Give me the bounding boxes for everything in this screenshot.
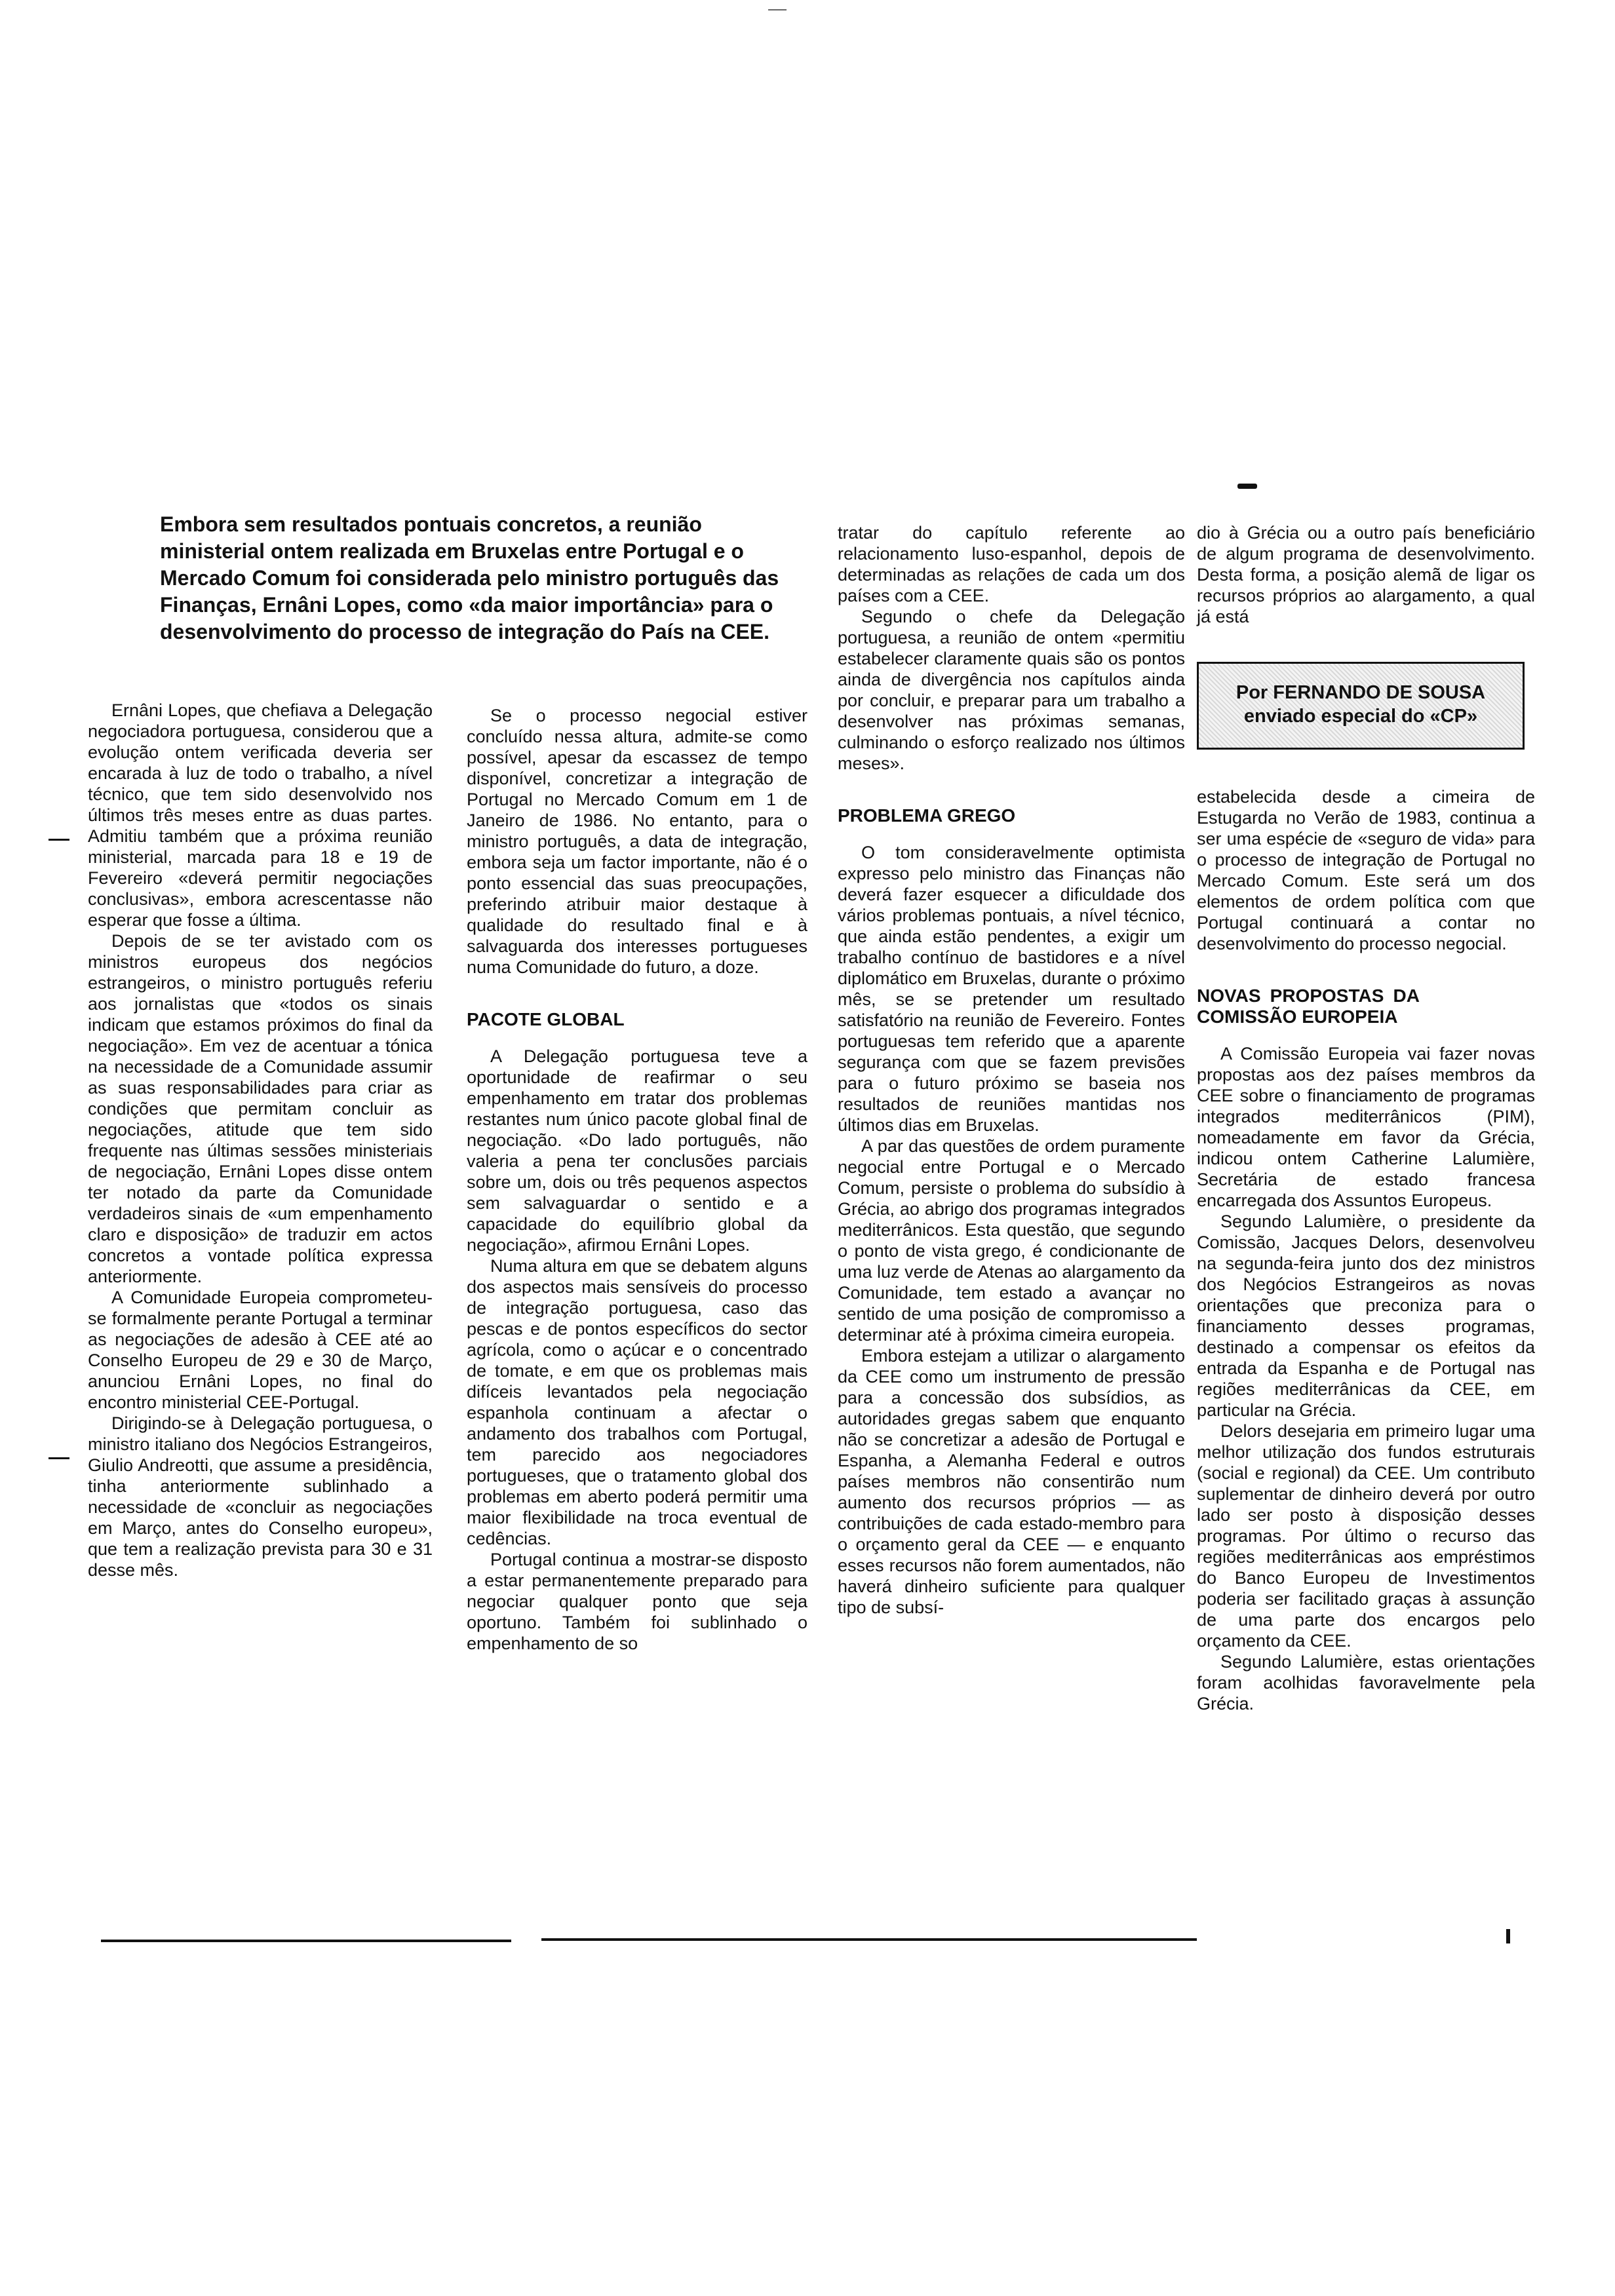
page-end-mark <box>1506 1929 1510 1943</box>
byline-author: Por FERNANDO DE SOUSA <box>1236 682 1486 703</box>
paragraph: tratar do capítulo referente ao relacionamento luso-espanhol, depois de determinadas as relações de cada um dos países com a CEE. <box>838 523 1185 605</box>
paragraph: A par das questões de ordem puramente negocial entre Portugal e o Mercado Comum, persiste o problema do subsídio à Grécia, ao abrigo dos programas integrados mediterrânicos. Esta questão, que segundo o ponto de vista grego, é condicionante de uma luz verde de Atenas ao alargamento da Comunidade, tem estado a avançar no sentido de uma posição de compromisso a determinar até à próxima cimeira europeia. <box>838 1136 1185 1345</box>
paragraph: Se o processo negocial estiver concluído nessa altura, admite-se como possível, apesar da escassez de tempo disponível, concretizar a integração de Portugal no Mercado Comum em 1 de Janeiro de 1986. No entanto, para o ministro português, a data de integração, embora seja um factor importante, não é o ponto essencial das suas preocupações, preferindo atribuir maior destaque à qualidade do resultado final e à salvaguarda dos interesses portugueses numa Comunidade do futuro, a doze. <box>467 706 808 977</box>
paragraph: Ernâni Lopes, que chefiava a Delegação negociadora portuguesa, considerou que a evolução ontem verificada deveria ser encarada à luz de todo o trabalho, a nível técnico, que tem sido desenvolvido nos últimos três meses entre as duas partes. Admitiu também que a próxima reunião ministerial, marcada para 18 e 19 de Fevereiro «deverá permitir negociações conclusivas», embora acrescentasse não esperar que fosse a última. <box>88 700 433 930</box>
article-lead: Embora sem resultados pontuais concretos, a reunião ministerial ontem realizada em Bruxelas entre Portugal e o Mercado Comum foi considerada pelo ministro português das Finanças, Ernâni Lopes, como «da maior importância» para o desenvolvimento do processo de integração do País na CEE. <box>160 512 779 643</box>
printer-mark <box>1237 484 1257 489</box>
paragraph: Numa altura em que se debatem alguns dos aspectos mais sensíveis do processo de integração portuguesa, caso das pescas e de pontos específicos do sector agrícola, como o açúcar e o concentrado de tomate, e em que os problemas mais difíceis levantados pela negociação espanhola continuam a afectar o andamento dos trabalhos com Portugal, tem parecido aos negociadores portugueses, que o tratamento global dos problemas em aberto poderá permitir uma maior flexibilidade na troca eventual de cedências. <box>467 1256 808 1548</box>
column-3 <box>838 522 1185 1618</box>
subheading-pacote-global: PACOTE GLOBAL <box>467 1009 625 1029</box>
bottom-rule-left <box>101 1940 511 1942</box>
paragraph: O tom consideravelmente optimista expresso pelo ministro das Finanças não deverá fazer esquecer a dificuldade dos vários problemas pontuais, a nível técnico, que ainda estão pendentes, a exigir um trabalho contínuo de bastidores e a nível diplomático em Bruxelas, durante o próximo mês, se se pretender um resultado satisfatório na reunião de Fevereiro. Fontes portuguesas tem referido que a aparente segurança com que se fazem previsões para o futuro próximo se baseia nos resultados de reuniões mantidas nos últimos dias em Bruxelas. <box>838 843 1185 1135</box>
scan-mark-top <box>768 9 787 10</box>
subheading-problema-grego: PROBLEMA GREGO <box>838 805 1016 826</box>
paragraph: A Comunidade Europeia comprometeu-se formalmente perante Portugal a terminar as negociações de adesão à CEE até ao Conselho Europeu de 29 e 30 de Março, anunciou Ernâni Lopes, no final do encontro ministerial CEE-Portugal. <box>88 1288 433 1412</box>
paragraph: Dirigindo-se à Delegação portuguesa, o ministro italiano dos Negócios Estrangeiros, Giulio Andreotti, que assume a presidência, tinha anteriormente sublinhado a necessidade de «concluir as negociações em Março, antes do Conselho europeu», que tem a realização prevista para 30 e 31 desse mês. <box>88 1413 433 1580</box>
bottom-rule-right <box>541 1938 1197 1941</box>
subheading-novas-propostas: NOVAS PROPOSTAS DA COMISSÃO EUROPEIA <box>1197 985 1420 1027</box>
paragraph: dio à Grécia ou a outro país beneficiário de algum programa de desenvolvimento. Desta forma, a posição alemã de ligar os recursos próprios ao alargamento, a qual já está <box>1197 523 1535 626</box>
paragraph: estabelecida desde a cimeira de Estugarda no Verão de 1983, continua a ser uma espécie de «seguro de vida» para o processo de integração de Portugal no Mercado Comum. Este será um dos elementos de ordem política com que Portugal continuará a contar no desenvolvimento do processo negocial. <box>1197 787 1535 953</box>
column-1 <box>88 700 433 1580</box>
paragraph: A Comissão Europeia vai fazer novas propostas aos dez países membros da CEE sobre o financiamento de programas integrados mediterrânicos (PIM), nomeadamente em favor da Grécia, indicou ontem Catherine Lalumière, Secretária de estado francesa encarregada dos Assuntos Europeus. <box>1197 1044 1535 1210</box>
paragraph: Embora estejam a utilizar o alargamento da CEE como um instrumento de pressão para a concessão dos subsídios, as autoridades gregas sabem que enquanto não se concretizar a adesão de Portugal e Espanha, a Alemanha Federal e outros países membros não consentirão num aumento dos recursos próprios — as contribuições de cada estado-membro para o orçamento geral da CEE — e enquanto esses recursos não forem aumentados, não haverá dinheiro suficiente para qualquer tipo de subsí- <box>838 1346 1185 1617</box>
column-4 <box>1197 786 1535 1714</box>
paragraph: Segundo Lalumière, estas orientações foram acolhidas favoravelmente pela Grécia. <box>1197 1652 1535 1713</box>
paragraph: Delors desejaria em primeiro lugar uma melhor utilização dos fundos estruturais (social e regional) da CEE. Um contributo suplementar de dinheiro deverá por outro lado ser posto à disposição desses programas. Por último o recurso das regiões mediterrânicas aos empréstimos do Banco Europeu de Investimentos poderia ser facilitado graças à assunção de uma parte dos encargos pelo orçamento da CEE. <box>1197 1421 1535 1651</box>
column-2 <box>467 705 808 1654</box>
paragraph: Depois de se ter avistado com os ministros europeus dos negócios estrangeiros, o ministro português referiu aos jornalistas que «todos os sinais indicam que estamos próximos do final da negociação». Em vez de acentuar a tónica na necessidade de a Comunidade assumir as suas responsabilidades para criar as condições que permitam concluir as negociações, atitude que tem sido frequente nas últimas sessões ministeriais de negociação, Ernâni Lopes disse ontem ter notado da parte da Comunidade verdadeiros sinais de «um empenhamento claro e disposição» de traduzir em actos concretos a vontade política expressa anteriormente. <box>88 931 433 1286</box>
paragraph: A Delegação portuguesa teve a oportunidade de reafirmar o seu empenhamento em tratar dos problemas restantes num único pacote global final de negociação. «Do lado português, não valeria a pena ter conclusões parciais sobre um, dois ou três pequenos aspectos sem salvaguardar o sentido e a capacidade do equilíbrio global da negociação», afirmou Ernâni Lopes. <box>467 1046 808 1255</box>
column-4-top <box>1197 522 1535 627</box>
margin-mark <box>49 1457 69 1459</box>
paragraph: Segundo o chefe da Delegação portuguesa, a reunião de ontem «permitiu estabelecer claramente quais são os pontos ainda de divergência nos capítulos ainda por concluir, e preparar para um trabalho a desenvolver nas próximas semanas, culminando o esforço realizado nos últimos meses». <box>838 607 1185 773</box>
byline-role: enviado especial do «CP» <box>1243 706 1478 727</box>
paragraph: Portugal continua a mostrar-se disposto a estar permanentemente preparado para negociar qualquer ponto que seja oportuno. Também foi sublinhado o empenhamento de so <box>467 1550 808 1653</box>
paragraph: Segundo Lalumière, o presidente da Comissão, Jacques Delors, desenvolveu na segunda-feira junto dos dez ministros dos Negócios Estrangeiros as novas orientações que preconiza para o financiamento desses programas, destinado a compensar os efeitos da entrada da Espanha e de Portugal nas regiões mediterrânicas da CEE, em particular na Grécia. <box>1197 1212 1535 1420</box>
byline-box <box>1197 662 1525 750</box>
margin-mark <box>49 839 69 841</box>
